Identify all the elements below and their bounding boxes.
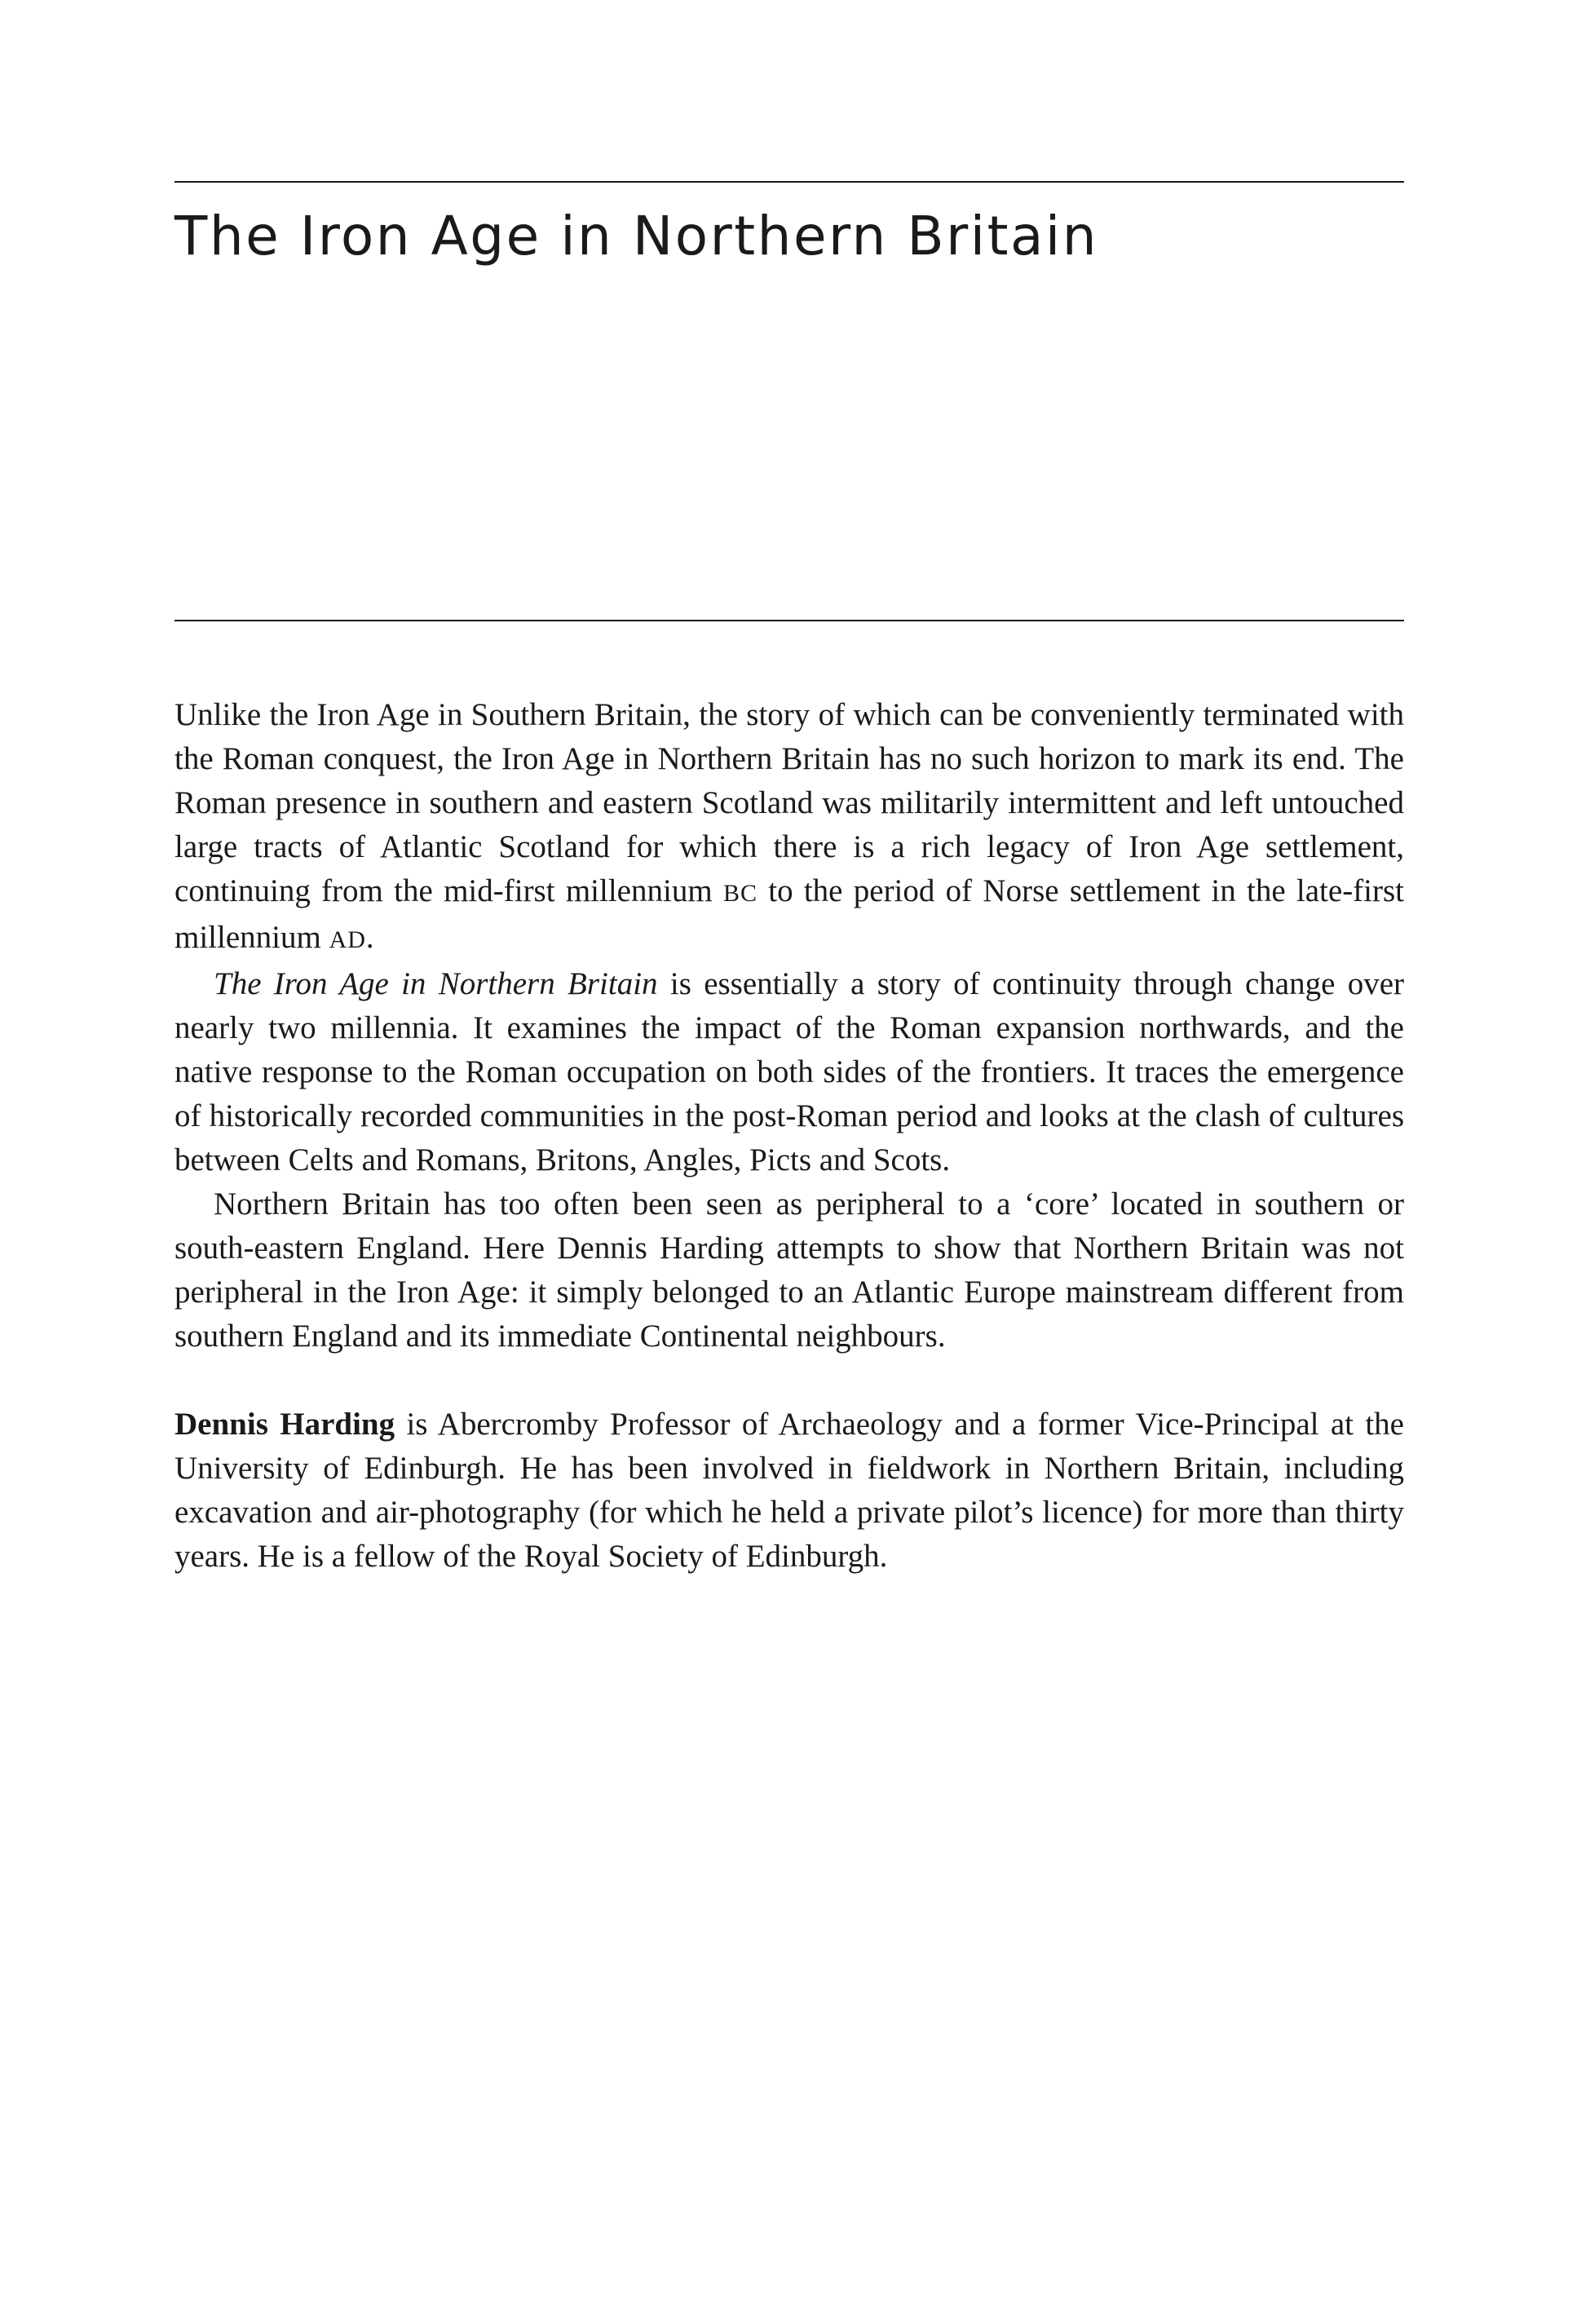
ad-abbreviation: AD (329, 926, 366, 953)
top-rule (174, 181, 1404, 183)
blurb-paragraph-2-text: is essentially a story of continuity through change over nearly two millennia. It examines the impact of the Roman expansion northwards, and the native response to the Roman occupation on both sides of the frontiers. It traces the emergence of historically recorded communities in the post-Roman period and looks at the clash of cultures between Celts and Romans, Britons, Angles, Picts and Scots. (174, 966, 1405, 1177)
book-page (174, 0, 1404, 2324)
italic-book-title: The Iron Age in Northern Britain (214, 966, 658, 1001)
author-bio-text: is Abercromby Professor of Archaeology and a former Vice-Principal at the University of Edinburgh. He has been involved in fieldwork in Northern Britain, including excavation and air-photography (for which he held a private pilot’s licence) for more than thirty years. He is a fellow of the Royal Society of Edinburgh. (174, 1407, 1404, 1574)
blurb-paragraph-1-text-a: Unlike the Iron Age in Southern Britain, the story of which can be conveniently terminated with the Roman conquest, the Iron Age in Northern Britain has no such horizon to mark its end. The Roman presence in southern and eastern Scotland was militarily intermittent and left untouched large tracts of Atlantic Scotland for which there is a rich legacy of Iron Age settlement, continuing from the mid-first millennium (174, 697, 1404, 908)
author-name: Dennis Harding (174, 1407, 395, 1442)
blurb-paragraph-1-text-b: to the period of Norse settlement in the late-first millennium (174, 873, 1405, 955)
blurb-paragraph-1 (174, 693, 1404, 962)
blurb-text (174, 693, 1404, 1579)
book-title: The Iron Age in Northern Britain (174, 205, 1099, 267)
blurb-paragraph-3: Northern Britain has too often been seen as peripheral to a ‘core’ located in southern or south-eastern England. Here Dennis Harding attempts to show that Northern Britain was not peripheral in the Iron Age: it simply belonged to an Atlantic Europe mainstream different from southern England and its immediate Continental neighbours. (174, 1186, 1404, 1354)
author-bio (174, 1403, 1404, 1579)
blurb-paragraph-2 (174, 962, 1404, 1182)
blurb-paragraph-1-text-c: . (365, 920, 374, 955)
bc-abbreviation: BC (722, 880, 757, 907)
middle-rule (174, 620, 1404, 621)
